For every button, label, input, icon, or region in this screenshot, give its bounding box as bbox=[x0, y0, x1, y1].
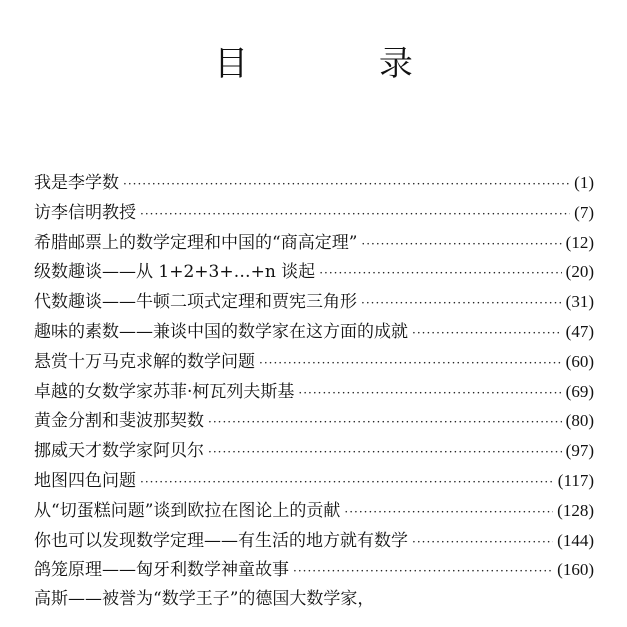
toc-entry-title: 黄金分割和斐波那契数 bbox=[34, 411, 204, 432]
toc-page-number: (47) bbox=[565, 321, 594, 341]
toc-entry-title: 代数趣谈——牛顿二项式定理和贾宪三角形 bbox=[34, 292, 357, 313]
toc-entry-title: 我是李学数 bbox=[34, 173, 119, 193]
toc-leader-dots bbox=[298, 379, 561, 409]
page-title: 目 录 bbox=[214, 44, 473, 84]
toc-page-number: (160) bbox=[557, 560, 594, 580]
toc-entry bbox=[34, 496, 594, 526]
toc-entry bbox=[34, 168, 594, 198]
toc-entry bbox=[34, 585, 594, 615]
toc-entry-title: 挪威天才数学家阿贝尔 bbox=[34, 441, 204, 462]
toc-entry bbox=[34, 317, 594, 347]
toc-leader-dots bbox=[123, 170, 570, 200]
toc-entry bbox=[34, 406, 594, 436]
toc-entry-title: 趣味的素数——兼谈中国的数学家在这方面的成就 bbox=[34, 321, 408, 342]
toc-entry bbox=[34, 377, 594, 407]
toc-page-number: (1) bbox=[574, 173, 594, 192]
toc-entry-title: 卓越的女数学家苏菲·柯瓦列夫斯基 bbox=[34, 381, 295, 402]
toc-page-number: (7) bbox=[574, 202, 594, 222]
toc-entry-title: 你也可以发现数学定理——有生活的地方就有数学 bbox=[34, 530, 408, 551]
toc-leader-dots bbox=[361, 230, 561, 260]
toc-leader-dots bbox=[412, 528, 553, 558]
toc-entry bbox=[34, 257, 594, 287]
toc-entry-title: 鸽笼原理——匈牙利数学神童故事 bbox=[34, 560, 289, 581]
toc-leader-dots bbox=[344, 498, 553, 528]
toc-entry bbox=[34, 555, 594, 585]
toc-page-number: (144) bbox=[557, 530, 594, 550]
toc-entry bbox=[34, 228, 594, 258]
toc-page-number: (69) bbox=[565, 381, 594, 401]
toc-entry-title: 级数趣谈——从 1+2+3+…+n 谈起 bbox=[34, 262, 316, 283]
toc-entry bbox=[34, 287, 594, 317]
toc-leader-dots bbox=[140, 468, 554, 498]
toc-entry-title: 访李信明教授 bbox=[34, 202, 136, 223]
toc-leader-dots bbox=[259, 349, 562, 379]
toc-entry bbox=[34, 466, 594, 496]
toc-leader-dots bbox=[361, 289, 562, 319]
toc-leader-dots bbox=[412, 319, 562, 349]
toc-entry-title: 地图四色问题 bbox=[34, 470, 136, 491]
toc-leader-dots bbox=[293, 557, 553, 587]
toc-entry bbox=[34, 436, 594, 466]
toc-page-number: (80) bbox=[565, 411, 594, 431]
toc-leader-dots bbox=[319, 259, 561, 289]
toc-page-number: (128) bbox=[557, 500, 594, 520]
toc-entry bbox=[34, 198, 594, 228]
toc-leader-dots bbox=[208, 438, 562, 468]
toc-leader-dots bbox=[208, 408, 562, 438]
toc-page-number: (20) bbox=[565, 262, 594, 282]
toc-page-number: (117) bbox=[557, 470, 594, 490]
toc-entry bbox=[34, 347, 594, 377]
toc-entry-title: 从“切蛋糕问题”谈到欧拉在图论上的贡献 bbox=[34, 500, 341, 521]
toc-page-number: (31) bbox=[565, 292, 594, 312]
table-of-contents bbox=[34, 168, 594, 615]
toc-page-number: (12) bbox=[565, 232, 594, 252]
toc-entry-title: 悬赏十万马克求解的数学问题 bbox=[34, 351, 255, 372]
toc-page-number: (60) bbox=[565, 351, 594, 371]
toc-page-number: (97) bbox=[565, 441, 594, 461]
toc-entry-title: 高斯——被誉为“数学王子”的德国大数学家， bbox=[34, 589, 375, 610]
toc-leader-dots bbox=[140, 200, 570, 230]
toc-entry bbox=[34, 526, 594, 556]
toc-entry-title: 希腊邮票上的数学定理和中国的“商高定理” bbox=[34, 232, 358, 253]
